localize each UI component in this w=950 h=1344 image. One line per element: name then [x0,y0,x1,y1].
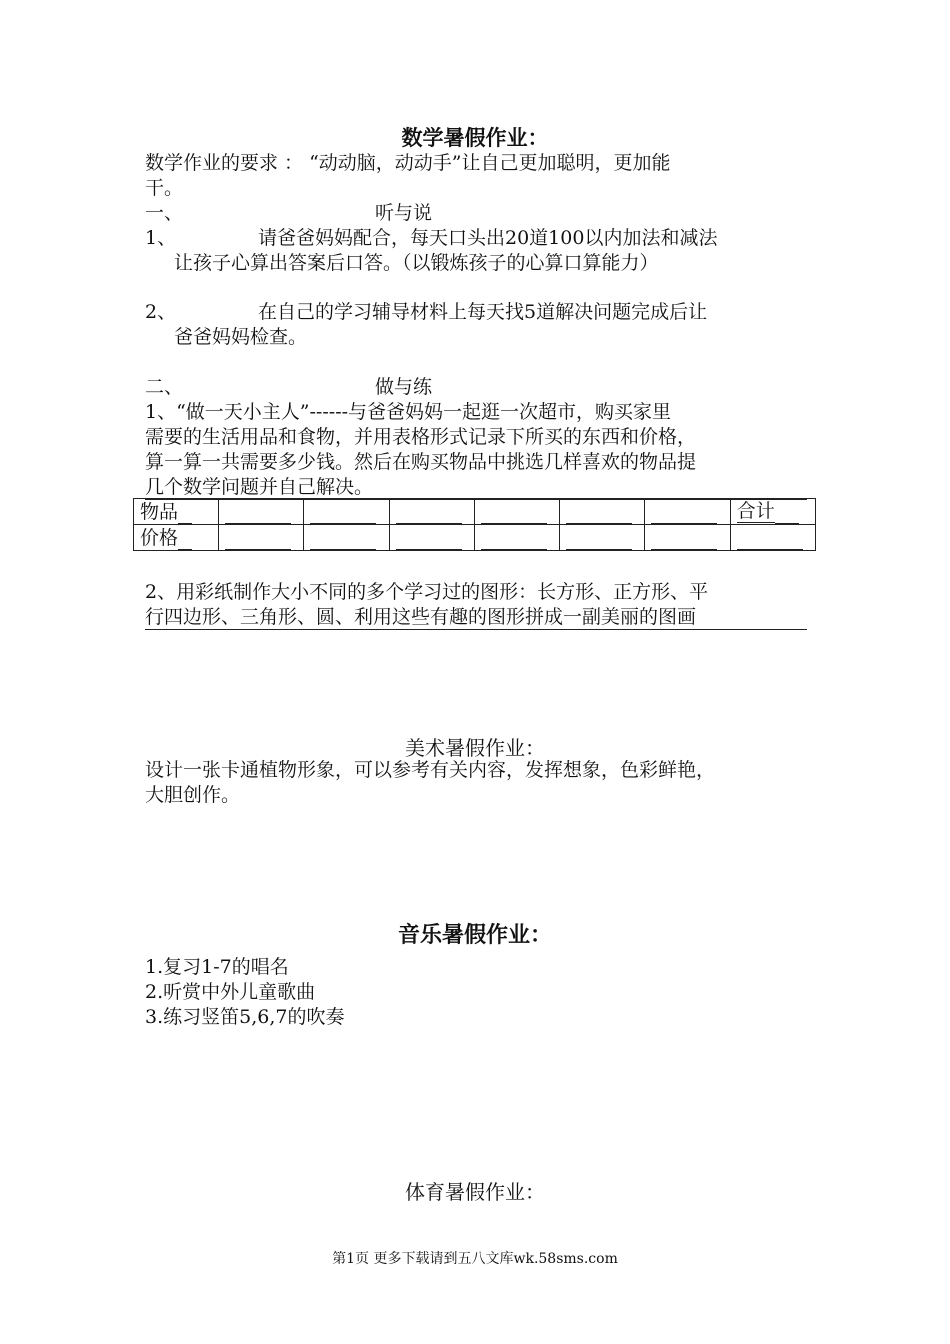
table-cell [560,525,645,551]
art-title: 美术暑假作业： [405,736,545,760]
table-cell [474,499,559,525]
table-row [134,525,816,551]
math-title: 数学暑假作业： [401,126,549,150]
section2-number: 二、 [145,376,184,398]
math-requirement-line2: 干。 [145,177,184,199]
table-cell [389,525,474,551]
table-cell [645,499,730,525]
table-cell [474,525,559,551]
section1-number: 一、 [145,202,184,224]
music-item-1: 1.复习1-7的唱名 [145,956,289,978]
item2-line2: 爸爸妈妈检查。 [174,326,308,348]
table-cell [645,525,730,551]
section2-title: 做与练 [375,376,433,398]
item1-number: 1、 [145,227,177,249]
item1-line1: 请爸爸妈妈配合，每天口头出20道100以内加法和减法 [258,227,718,249]
item2-line1: 在自己的学习辅导材料上每天找5道解决问题完成后让 [258,301,708,323]
music-item-3: 3.练习竖笛5,6,7的吹奏 [145,1006,345,1028]
task2-line1: 2、用彩纸制作大小不同的多个学习过的图形：长方形、正方形、平 [145,581,709,603]
table-cell [560,499,645,525]
task1-line2: 需要的生活用品和食物，并用表格形式记录下所买的东西和价格， [145,426,697,448]
art-line2: 大胆创作。 [145,784,241,806]
task1-line3: 算一算一共需要多少钱。然后在购买物品中挑选几样喜欢的物品提 [145,451,697,473]
page-footer: 第1页 更多下载请到五八文库wk.58sms.com [332,1251,618,1267]
shopping-table [133,498,816,551]
music-item-2: 2.听赏中外儿童歌曲 [145,981,316,1003]
section1-title: 听与说 [375,202,433,224]
table-cell [219,525,304,551]
table-cell [730,525,815,551]
table-label-item: 物品 [134,499,219,525]
table-label-total: 合计 [730,499,815,525]
task1-line1: 1、“做一天小主人”------与爸爸妈妈一起逛一次超市，购买家里 [145,401,672,423]
table-label-price: 价格 [134,525,219,551]
music-title: 音乐暑假作业： [397,923,552,948]
task2-line2: 行四边形、三角形、圆、利用这些有趣的图形拼成一副美丽的图画 [145,605,807,630]
math-requirement-line1: 数学作业的要求 ： “动动脑，动动手”让自己更加聪明，更加能 [145,152,671,174]
table-cell [219,499,304,525]
task1-line4: 几个数学问题并自己解决。 [145,475,807,500]
item1-line2: 让孩子心算出答案后口答。（以锻炼孩子的心算口算能力） [174,252,659,274]
table-cell [389,499,474,525]
art-line1: 设计一张卡通植物形象，可以参考有关内容，发挥想象，色彩鲜艳， [145,759,716,781]
item2-number: 2、 [145,301,177,323]
table-cell [304,499,389,525]
table-row [134,499,816,525]
pe-title: 体育暑假作业： [405,1180,545,1204]
table-cell [304,525,389,551]
